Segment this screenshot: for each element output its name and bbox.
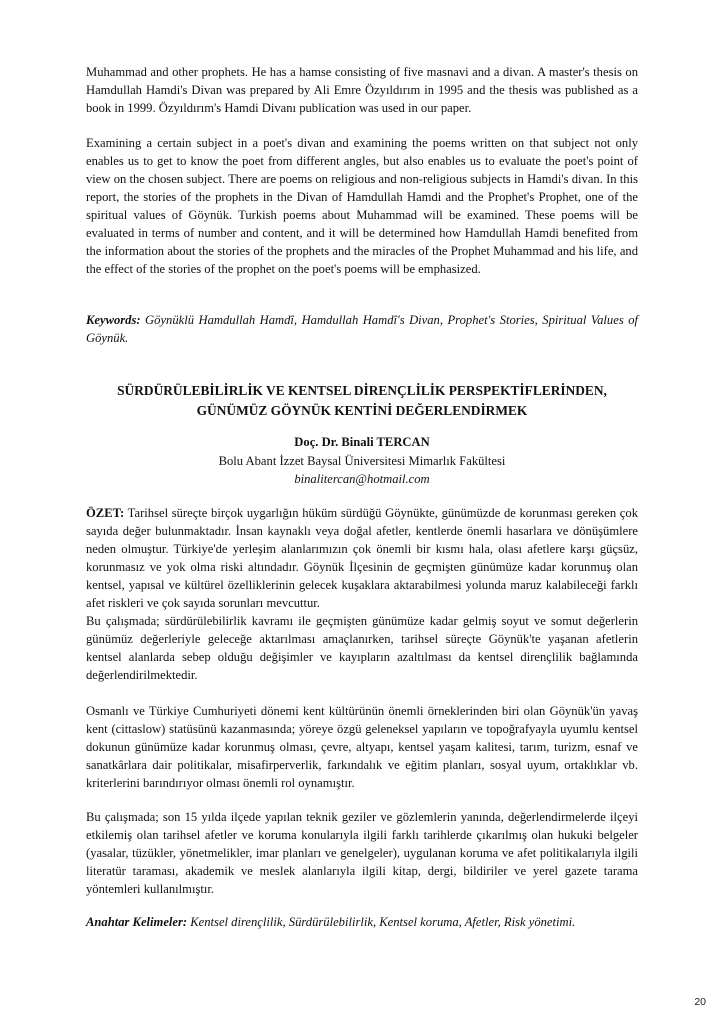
anahtar-kelimeler-text: Kentsel dirençlilik, Sürdürülebilirlik, Kentsel koruma, Afetler, Risk yönetimi. bbox=[187, 915, 576, 929]
intro-paragraph-2: Examining a certain subject in a poet's divan and examining the poems written on that subject not only enables us to get to know the poet from different angles, but also enables us to evaluate the poet's point of view on the chosen subject. There are poems on religious and non-religious subjects in Hamdi's divan. In this report, the stories of the prophets in the Divan of Hamdullah Hamdi and the Prophet's Prophet, one of the spiritual values of Göynük. Turkish poems about Muhammad will be examined. These poems will be evaluated in terms of number and content, and it will be determined how Hamdullah Hamdi benefited from the information about the stories of the prophets and the miracles of the Prophet Muhammad and his life, and the effect of the stories of the prophet on the poet's poems will be emphasized. bbox=[86, 136, 638, 276]
author-email: binalitercan@hotmail.com bbox=[294, 472, 430, 486]
page-number: 20 bbox=[694, 996, 706, 1008]
article-title-line-2: GÜNÜMÜZ GÖYNÜK KENTİNİ DEĞERLENDİRMEK bbox=[196, 403, 528, 418]
ozet-paragraph bbox=[86, 504, 638, 612]
osmanli-paragraph: Osmanlı ve Türkiye Cumhuriyeti dönemi kent kültürünün önemli örneklerinden biri olan Göynük'ün yavaş kent (cittaslow) statüsünü kazanmasında; yöreye özgü geleneksel yapıların ve topoğrafyayla uyumlu kentsel dokunun günümüze kadar korunmuş olması, çevre, altyapı, kentsel yaşam kalitesi, tarım, turizm, esnaf ve sanatkârlara dair politikalar, misafirperverlik, farkındalık ve eğitim planları, sosyal uyum, ortaklıklar vb. kriterlerini barındırıyor olması önemli rol oynamıştır. bbox=[86, 704, 638, 790]
anahtar-kelimeler-line bbox=[86, 913, 638, 931]
author-name: Doç. Dr. Binali TERCAN bbox=[294, 435, 430, 449]
ozet-continued-paragraph: Bu çalışmada; sürdürülebilirlik kavramı ile geçmişten günümüze kadar gelmiş soyut ve somut değerlerin günümüz değerleriyle geleceğe aktarılması amaçlanırken, tarihsel süreçte Göynük'te yaşanan afetlerin kentsel alanlarda sebep olduğu değişimler ve kayıpların azaltılması da kentsel dirençlilik bağlamında değerlendirilmektedir. bbox=[86, 614, 638, 682]
article-title bbox=[86, 381, 638, 421]
author-affiliation: Bolu Abant İzzet Baysal Üniversitesi Mimarlık Fakültesi bbox=[218, 454, 506, 468]
keywords-label: Keywords: bbox=[86, 313, 141, 327]
keywords-text: Göynüklü Hamdullah Hamdî, Hamdullah Hamdî's Divan, Prophet's Stories, Spiritual Values of Göynük. bbox=[86, 313, 638, 345]
keywords-line bbox=[86, 311, 638, 347]
intro-paragraph-1: Muhammad and other prophets. He has a hamse consisting of five masnavi and a divan. A master's thesis on Hamdullah Hamdi's Divan was prepared by Ali Emre Özyıldırım in 1995 and the thesis was published as a book in 1999. Özyıldırım's Hamdi Divanı publication was used in our paper. bbox=[86, 65, 638, 115]
article-title-line-1: SÜRDÜRÜLEBİLİRLİK VE KENTSEL DİRENÇLİLİK PERSPEKTİFLERİNDEN, bbox=[117, 383, 607, 398]
ozet-label: ÖZET: bbox=[86, 506, 125, 520]
ozet-text: Tarihsel süreçte birçok uygarlığın hüküm sürdüğü Göynükte, günümüzde de korunması gereken çok sayıda değer bulunmaktadır. İnsan kaynaklı veya doğal afetler, kentlerde önemli hasarlara ve dönüşümlere neden olmuştur. Türkiye'de yerleşim alanlarımızın çok önemli bir kısmı hala, olası afetlere karşı güçsüz, korunmasız ve yok olma riski altındadır. Göynük İlçesinin de geçmişten günümüze kadar korunmuş olan kentsel, yapısal ve kültürel özelliklerinin gelecek kuşaklara aktarabilmesi yolunda maruz kalabileceği farklı afet riskleri ve çok sayıda sorunları mevcuttur. bbox=[86, 506, 638, 610]
anahtar-kelimeler-label: Anahtar Kelimeler: bbox=[86, 915, 188, 929]
method-paragraph: Bu çalışmada; son 15 yılda ilçede yapılan teknik geziler ve gözlemlerin yanında, değerlendirmelerde ilçeyi etkilemiş olan tarihsel afetler ve koruma konularıyla ilgili farklı tarihlerde çıkarılmış olan hukuki belgeler (yasalar, tüzükler, yönetmelikler, imar planları ve genelgeler), uygulanan koruma ve afet politikalarıyla ilgili literatür taraması, akademik ve meslek alanlarıyla ilgili kitap, dergi, bildiriler ve yerel gazete tarama yöntemleri kullanılmıştır. bbox=[86, 810, 638, 896]
